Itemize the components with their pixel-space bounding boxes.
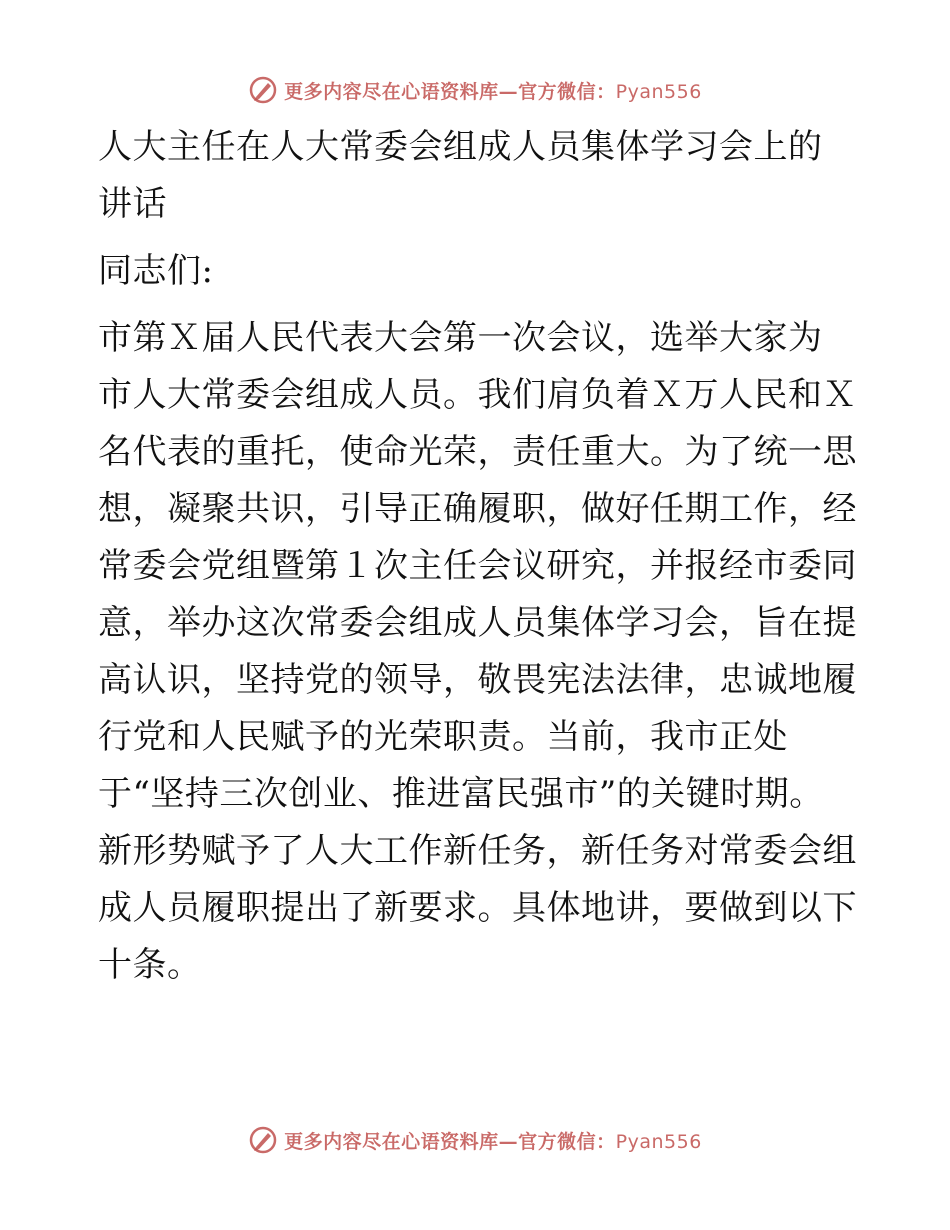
body-line: 十条。 (98, 945, 202, 985)
body-line: 想，凝聚共识，引导正确履职，做好任期工作，经 (98, 489, 857, 529)
document-title-line-2: 讲话 (98, 184, 167, 224)
body-line: 市第Ｘ届人民代表大会第一次会议，选举大家为 (98, 318, 823, 358)
body-line: 于“坚持三次创业、推进富民强市”的关键时期。 (98, 774, 824, 814)
body-line: 新形势赋予了人大工作新任务，新任务对常委会组 (98, 831, 857, 871)
body-line: 意，举办这次常委会组成人员集体学习会，旨在提 (98, 603, 857, 643)
body-line: 常委会党组暨第１次主任会议研究，并报经市委同 (98, 546, 857, 586)
body-line: 名代表的重托，使命光荣，责任重大。为了统一思 (98, 432, 857, 472)
watermark-text: 更多内容尽在心语资料库—官方微信：Pyan556 (284, 1130, 702, 1153)
body-line: 高认识，坚持党的领导，敬畏宪法法律，忠诚地履 (98, 660, 857, 700)
document-title-line-1: 人大主任在人大常委会组成人员集体学习会上的 (98, 127, 823, 167)
body-paragraph (98, 315, 858, 988)
document-body (98, 124, 858, 999)
body-line: 行党和人民赋予的光荣职责。当前，我市正处 (98, 717, 788, 757)
body-line: 市人大常委会组成人员。我们肩负着Ｘ万人民和Ｘ (98, 375, 857, 415)
watermark-handle: Pyan556 (615, 80, 702, 103)
watermark-handle: Pyan556 (615, 1130, 702, 1153)
body-line: 成人员履职提出了新要求。具体地讲，要做到以下 (98, 888, 857, 928)
watermark-text: 更多内容尽在心语资料库—官方微信：Pyan556 (284, 80, 702, 103)
pen-circle-logo-icon (248, 1125, 278, 1155)
pen-circle-logo-icon (248, 75, 278, 105)
salutation: 同志们: (98, 251, 214, 291)
footer-watermark (0, 1120, 950, 1160)
header-watermark (0, 70, 950, 110)
